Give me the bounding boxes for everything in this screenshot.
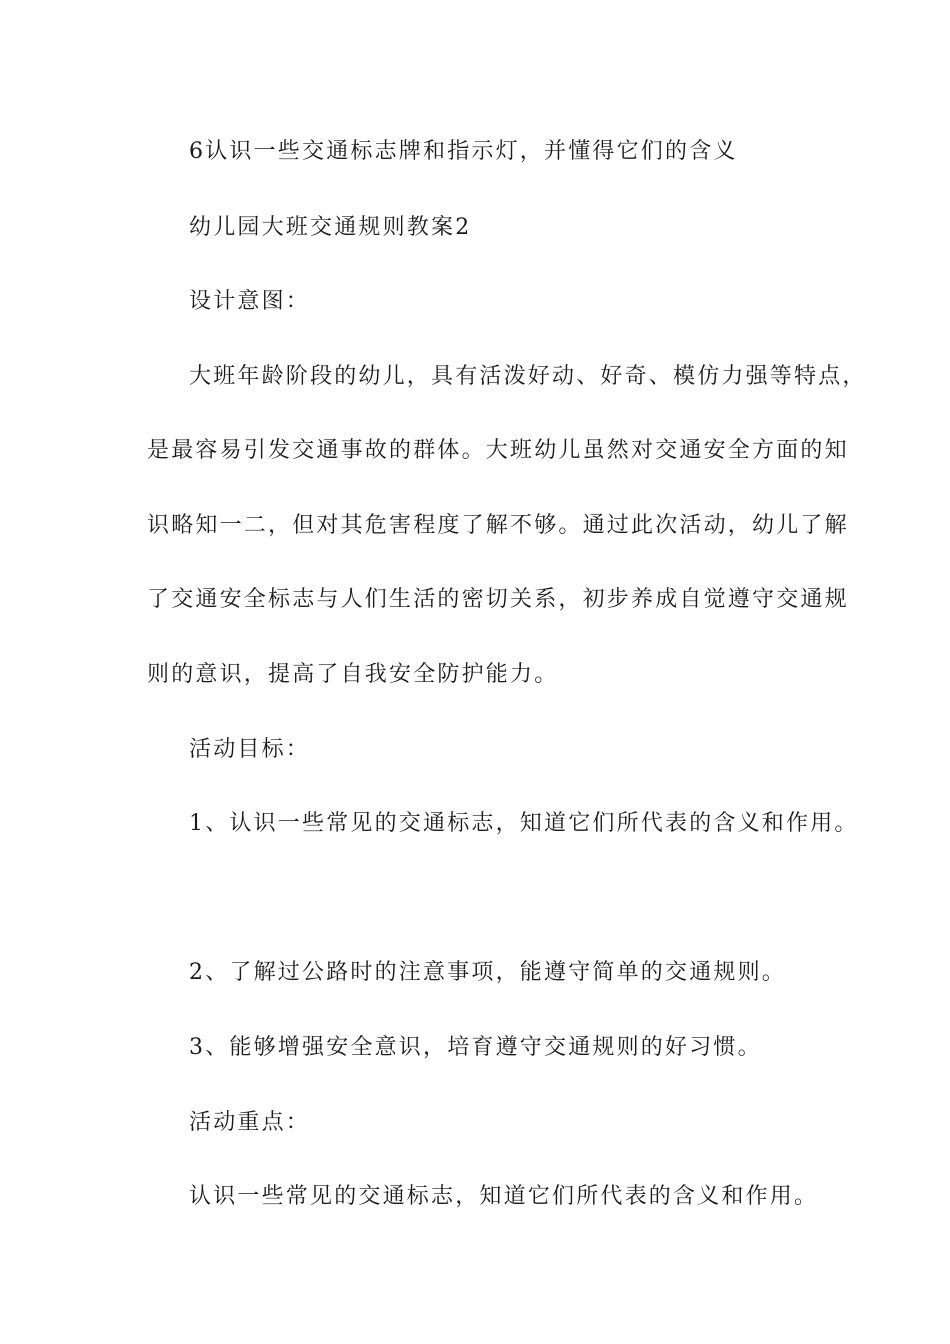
objective-item-3: 3、能够增强安全意识，培育遵守交通规则的好习惯。 [189, 1035, 762, 1060]
paragraph-line: 大班年龄阶段的幼儿，具有活泼好动、好奇、模仿力强等特点， [189, 364, 867, 389]
section-heading-design-intent: 设计意图： [189, 289, 311, 314]
objective-item-1: 1、认识一些常见的交通标志，知道它们所代表的含义和作用。 [189, 811, 859, 836]
objective-item-6: 6认识一些交通标志牌和指示灯，并懂得它们的含义 [189, 139, 738, 164]
paragraph-line: 是最容易引发交通事故的群体。大班幼儿虽然对交通安全方面的知 [147, 438, 849, 463]
section-heading-objectives: 活动目标： [189, 737, 311, 762]
section-heading-key-points: 活动重点： [189, 1110, 311, 1135]
paragraph-line: 了交通安全标志与人们生活的密切关系，初步养成自觉遵守交通规 [147, 587, 849, 612]
paragraph-line: 识略知一二，但对其危害程度了解不够。通过此次活动，幼儿了解 [147, 513, 849, 538]
paragraph-line: 则的意识，提高了自我安全防护能力。 [147, 662, 559, 687]
lesson-title: 幼儿园大班交通规则教案2 [189, 215, 472, 240]
objective-item-2: 2、了解过公路时的注意事项，能遵守简单的交通规则。 [189, 960, 786, 985]
key-point-text: 认识一些常见的交通标志，知道它们所代表的含义和作用。 [189, 1184, 819, 1209]
